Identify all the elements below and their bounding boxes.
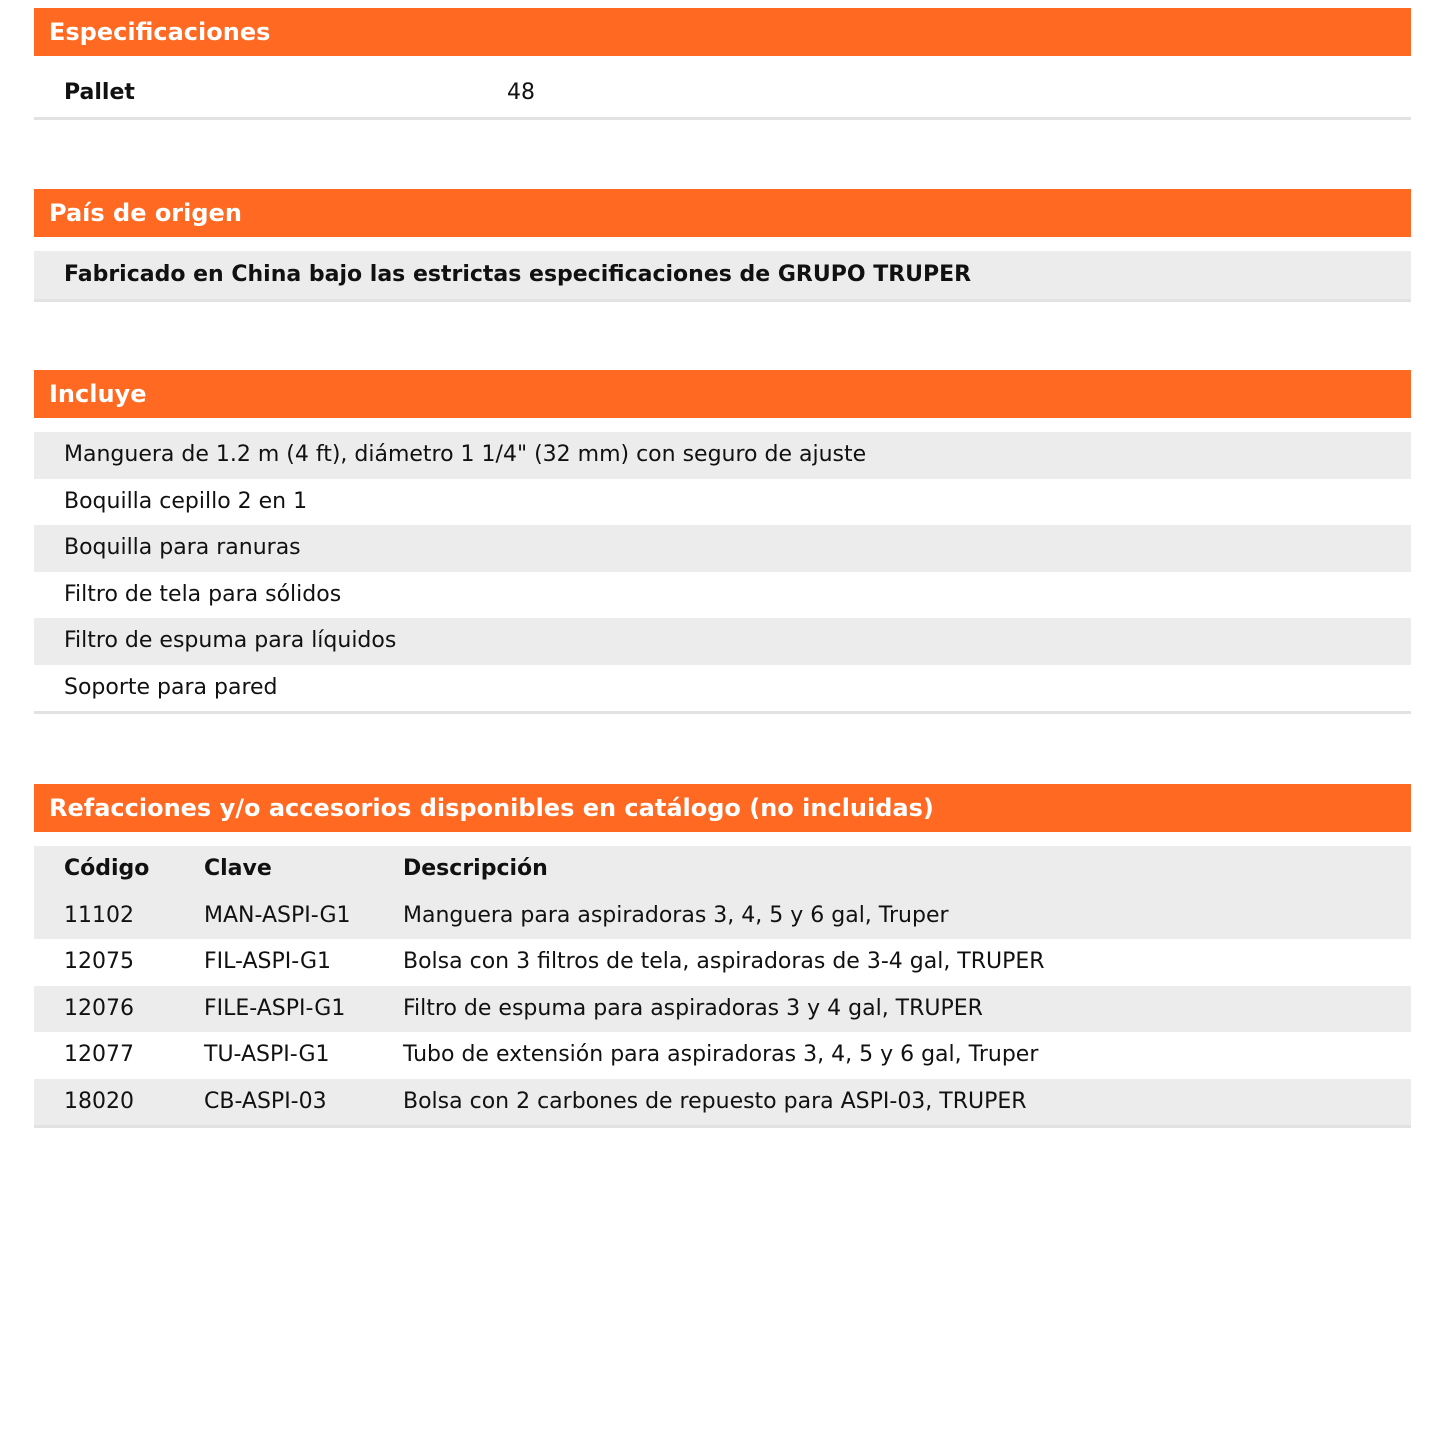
section-pais-de-origen (34, 189, 1411, 302)
cell-descripcion: Bolsa con 2 carbones de repuesto para ASPI-03, TRUPER (403, 1088, 1027, 1114)
list-item: Boquilla para ranuras (34, 525, 1411, 572)
spec-row-pallet (34, 70, 1411, 117)
section-title: Especificaciones (34, 8, 1411, 56)
includes-list (34, 432, 1411, 714)
origin-block (34, 251, 1411, 302)
header-clave: Clave (204, 856, 272, 881)
cell-clave: FILE-ASPI-G1 (204, 995, 346, 1021)
table-row (34, 1032, 1411, 1079)
list-item: Boquilla cepillo 2 en 1 (64, 488, 308, 514)
cell-codigo: 12077 (64, 1042, 134, 1067)
section-incluye (34, 370, 1411, 714)
section-especificaciones (34, 8, 1411, 120)
list-item: Manguera de 1.2 m (4 ft), diámetro 1 1/4" (32 mm) con seguro de ajuste (34, 432, 1411, 479)
origin-text: Fabricado en China bajo las estrictas especificaciones de GRUPO TRUPER (34, 251, 1411, 299)
cell-codigo: 11102 (64, 902, 134, 928)
cell-codigo: 12076 (64, 995, 134, 1021)
table-head-group (34, 846, 1411, 939)
cell-codigo: 12075 (64, 949, 134, 974)
header-descripcion: Descripción (403, 856, 548, 881)
header-codigo: Código (64, 856, 150, 881)
table-row (34, 893, 1411, 940)
cell-clave: TU-ASPI-G1 (204, 1042, 330, 1067)
section-title: País de origen (34, 189, 1411, 237)
section-title: Refacciones y/o accesorios disponibles en catálogo (no incluidas) (34, 784, 1411, 832)
section-title: Incluye (34, 370, 1411, 418)
cell-descripcion: Bolsa con 3 filtros de tela, aspiradoras de 3-4 gal, TRUPER (403, 949, 1045, 974)
list-item: Filtro de tela para sólidos (64, 581, 342, 607)
parts-table (34, 846, 1411, 1128)
table-row (34, 1079, 1411, 1126)
cell-clave: MAN-ASPI-G1 (204, 902, 351, 928)
cell-clave: CB-ASPI-03 (204, 1088, 327, 1114)
table-row (34, 939, 1411, 986)
cell-descripcion: Filtro de espuma para aspiradoras 3 y 4 gal, TRUPER (403, 995, 983, 1021)
list-item: Soporte para pared (64, 674, 278, 700)
cell-clave: FIL-ASPI-G1 (204, 949, 332, 974)
cell-descripcion: Tubo de extensión para aspiradoras 3, 4, 5 y 6 gal, Truper (403, 1042, 1039, 1067)
list-item: Filtro de espuma para líquidos (34, 618, 1411, 665)
cell-descripcion: Manguera para aspiradoras 3, 4, 5 y 6 gal, Truper (403, 902, 949, 928)
spec-value: 48 (507, 80, 535, 105)
table-row (34, 986, 1411, 1033)
section-refacciones (34, 784, 1411, 1128)
table-header-row (34, 846, 1411, 893)
cell-codigo: 18020 (64, 1088, 134, 1114)
spec-label: Pallet (64, 80, 135, 105)
spec-table (34, 70, 1411, 120)
